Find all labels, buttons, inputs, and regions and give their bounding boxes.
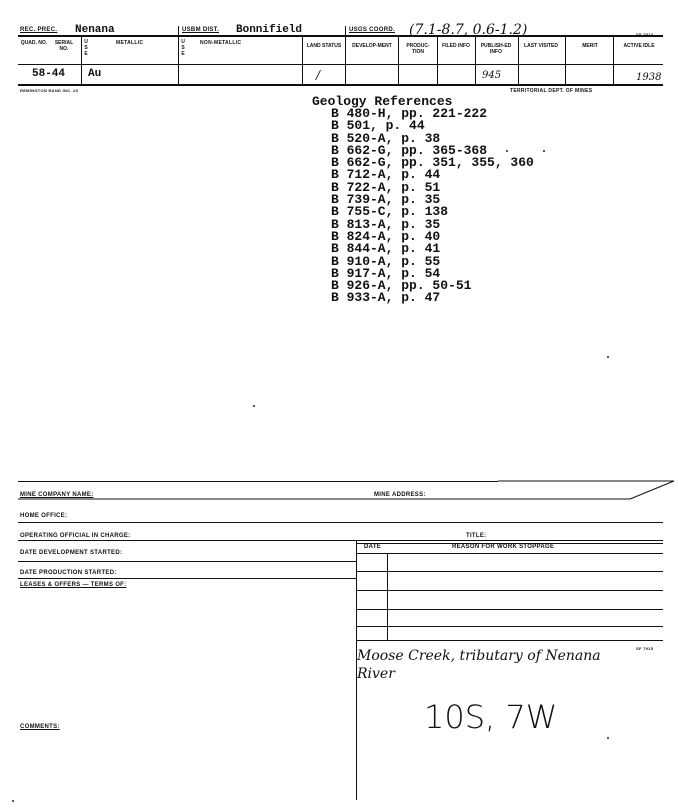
col-metallic: METALLIC xyxy=(116,40,144,46)
divider-v8 xyxy=(518,36,519,84)
col-non-metallic: NON-METALLIC xyxy=(200,40,242,46)
land-status-value: / xyxy=(316,68,321,82)
usbm-dist-label: USBM DIST. xyxy=(182,27,220,33)
home-office-label: HOME OFFICE: xyxy=(20,513,68,519)
form-code: SF 7914 xyxy=(636,32,654,37)
divider-v1 xyxy=(178,26,179,84)
stoppage-row-rule-4 xyxy=(356,626,663,627)
references-title: Geology References xyxy=(312,94,453,109)
date-prod-started-label: DATE PRODUCTION STARTED: xyxy=(20,570,117,576)
stoppage-row-rule-3 xyxy=(356,609,663,610)
usbm-dist-value: Bonnifield xyxy=(236,24,303,36)
date-prod-rule[interactable] xyxy=(18,578,356,579)
col-serial-no: SERIAL NO. xyxy=(54,40,74,52)
reference-item: B 917-A, p. 54 xyxy=(331,265,441,281)
usgs-coord-label: USGS COORD. xyxy=(349,27,395,33)
reference-item: B 501, p. 44 xyxy=(331,118,425,134)
date-dev-rule[interactable] xyxy=(18,561,356,562)
reason-stoppage-label: REASON FOR WORK STOPPAGE xyxy=(452,544,555,550)
mine-company-name-label: MINE COMPANY NAME: xyxy=(20,492,94,498)
stoppage-header-rule xyxy=(356,553,663,554)
reference-item: B 926-A, pp. 50-51 xyxy=(331,278,472,294)
scan-speck xyxy=(543,150,545,152)
col-published-info: PUBLISH-ED INFO xyxy=(480,43,512,55)
date-label: DATE xyxy=(364,544,382,550)
reference-item: B 662-G, pp. 365-368 xyxy=(331,142,488,158)
reference-item: B 480-H, pp. 221-222 xyxy=(331,106,488,121)
col-land-status: LAND STATUS xyxy=(306,43,342,49)
header-mid-rule xyxy=(18,64,663,65)
print-line: REMINGTON RAND INC. 20 xyxy=(20,88,79,93)
reference-item: B 844-A, p. 41 xyxy=(331,241,441,257)
reference-item: B 662-G, pp. 351, 355, 360 xyxy=(331,155,534,171)
mine-company-name-field-shape xyxy=(18,480,678,504)
reference-item: B 910-A, p. 55 xyxy=(331,253,441,269)
divider-v10 xyxy=(613,36,614,84)
usgs-coord-value: (7.1-8.7, 0.6-1.2) xyxy=(409,22,528,38)
handwritten-location-line-1: Moose Creek, tributary of Nenana xyxy=(357,648,601,664)
title-label: TITLE: xyxy=(466,533,487,539)
col-development: DEVELOP-MENT xyxy=(352,43,392,49)
scan-speck xyxy=(12,800,14,802)
operating-official-rule[interactable] xyxy=(18,540,663,541)
stoppage-bottom-rule xyxy=(356,640,663,641)
territorial-label: TERRITORIAL DEPT. OF MINES xyxy=(510,88,593,94)
col-quad-no: QUAD. NO. xyxy=(20,40,48,46)
reference-item: B 722-A, p. 51 xyxy=(331,179,441,195)
quad-serial-value: 58-44 xyxy=(32,68,66,80)
scan-speck xyxy=(506,150,508,152)
active-idle-value: 1938 xyxy=(636,72,662,83)
mine-company-name-field[interactable] xyxy=(18,480,678,504)
operating-official-label: OPERATING OFFICIAL IN CHARGE: xyxy=(20,533,131,539)
rec-prec-label: REC. PREC. xyxy=(20,27,58,33)
rec-prec-value: Nenana xyxy=(75,24,115,36)
divider-v6 xyxy=(437,36,438,84)
reference-item: B 824-A, p. 40 xyxy=(331,228,441,244)
handwritten-township: 10S, 7W xyxy=(424,698,558,736)
col-filed-info: FILED INFO xyxy=(442,43,470,49)
divider-v3 xyxy=(81,36,82,84)
stoppage-row-rule-2 xyxy=(356,590,663,591)
col-use-2: U S E xyxy=(181,39,185,57)
scan-speck xyxy=(607,737,609,739)
scan-speck xyxy=(607,356,609,358)
handwritten-location-line-2: River xyxy=(357,666,395,682)
reference-item: B 520-A, p. 38 xyxy=(331,130,441,146)
published-value: 945 xyxy=(482,70,502,81)
col-active-idle: ACTIVE IDLE xyxy=(623,43,655,49)
stoppage-row-rule-1 xyxy=(356,571,663,572)
divider-v9 xyxy=(565,36,566,84)
col-merit: MERIT xyxy=(582,43,598,49)
col-last-visited: LAST VISITED xyxy=(524,43,558,49)
divider-v5 xyxy=(398,36,399,84)
references-list xyxy=(331,108,534,305)
divider-v4 xyxy=(302,36,303,84)
reference-item: B 712-A, p. 44 xyxy=(331,167,441,183)
metallic-value: Au xyxy=(88,68,102,80)
divider-v2 xyxy=(345,26,346,84)
scan-speck xyxy=(253,405,255,407)
leases-label: LEASES & OFFERS — TERMS OF: xyxy=(20,582,127,588)
lower-right-divider xyxy=(356,640,357,800)
home-office-rule[interactable] xyxy=(18,522,663,523)
date-dev-started-label: DATE DEVELOPMENT STARTED: xyxy=(20,550,123,556)
col-use: U S E xyxy=(84,39,88,57)
col-production: PRODUC-TION xyxy=(406,43,430,55)
mine-address-label: MINE ADDRESS: xyxy=(374,492,426,498)
reference-item: B 739-A, p. 35 xyxy=(331,192,441,208)
comments-label: COMMENTS: xyxy=(20,724,60,730)
divider-v7 xyxy=(475,36,476,84)
reference-item: B 755-C, p. 138 xyxy=(331,204,449,220)
reference-item: B 933-A, p. 47 xyxy=(331,290,441,306)
header-bottom-rule xyxy=(18,84,663,86)
form-code-2: SF 7915 xyxy=(636,646,654,651)
reference-item: B 813-A, p. 35 xyxy=(331,216,441,232)
